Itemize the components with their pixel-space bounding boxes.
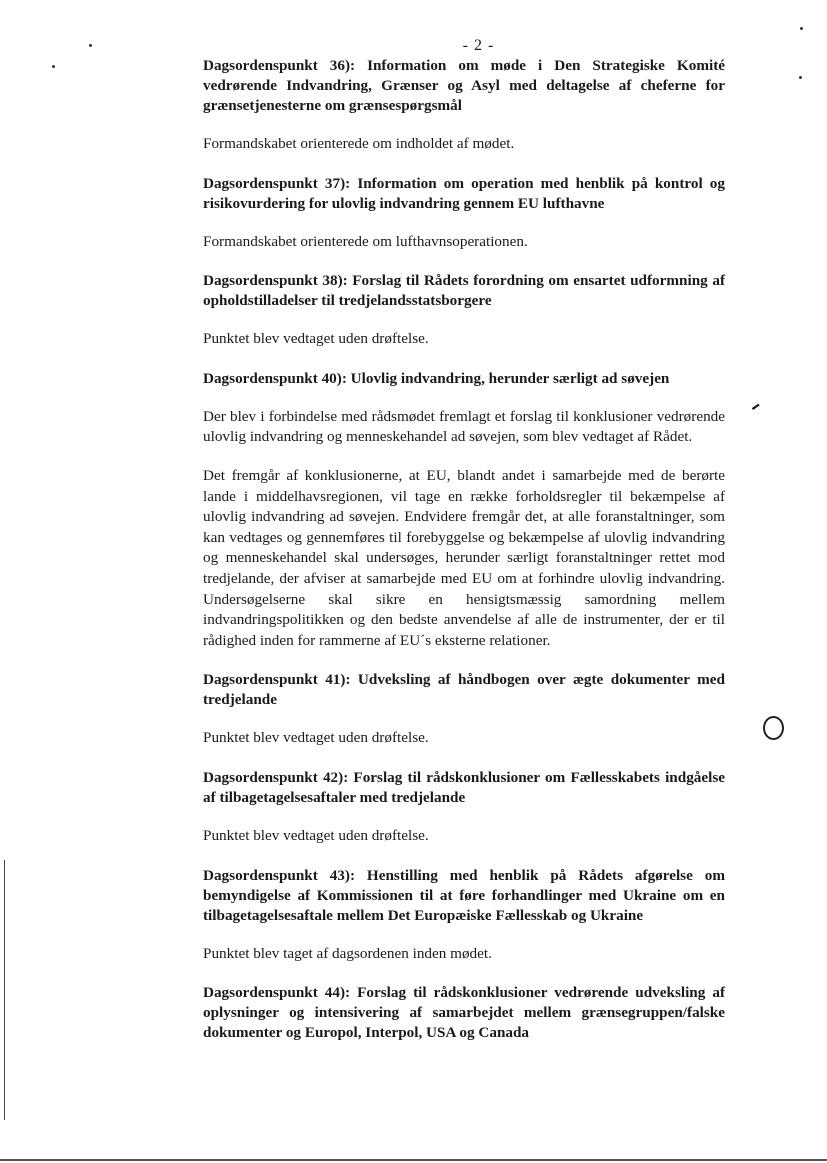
agenda-item-paragraph: Punktet blev taget af dagsordenen inden mødet. — [203, 944, 492, 962]
speck — [52, 65, 55, 68]
agenda-item-heading: Dagsordenspunkt 43): Henstilling med henblik på Rådets afgørelse om bemyndigelse af Kommissionen til at føre forhandlinger med Ukraine om en tilbagetagelsesaftale mellem Det Europæiske Fællesskab og Ukraine — [203, 866, 725, 924]
margin-mark-circle — [763, 716, 784, 740]
spacer — [203, 389, 725, 407]
scan-edge-left — [4, 860, 5, 1120]
agenda-item-paragraph: Det fremgår af konklusionerne, at EU, blandt andet i samarbejde med de berørte lande i middelhavsregionen, vil tage en række forholdsregler til bekæmpelse af ulovlig indvandring ad søvejen. Endvidere fremgår det, at alle foranstaltninger, som kan vedtages og gennemføres til forebyggelse og bekæmpelse af ulovlig indvandring og menneskehandel skal undersøges, herunder særligt foranstaltninger rettet mod tredjelande, der afviser at samarbejde med EU om at forhindre ulovlig indvandring. Undersøgelserne skal sikre en hensigtsmæssig samordning mellem indvandringspolitikken og den bedste anvendelse af alle de instrumenter, der er til rådighed inden for rammerne af EU´s eksterne relationer. — [203, 466, 725, 649]
spacer — [203, 116, 725, 134]
spacer — [203, 252, 725, 271]
agenda-item-heading: Dagsordenspunkt 41): Udveksling af håndbogen over ægte dokumenter med tredjelande — [203, 671, 725, 709]
scan-edge-bottom — [0, 1159, 827, 1161]
agenda-item-paragraph: Punktet blev vedtaget uden drøftelse. — [203, 826, 429, 844]
spacer — [203, 808, 725, 826]
speck — [800, 27, 803, 30]
agenda-item-heading: Dagsordenspunkt 37): Information om operation med henblik på kontrol og risikovurdering for ulovlig indvandring gennem EU lufthavne — [203, 174, 725, 212]
spacer — [203, 847, 725, 866]
spacer — [203, 710, 725, 728]
spacer — [203, 749, 725, 768]
spacer — [203, 448, 725, 466]
spacer — [203, 926, 725, 944]
speck — [89, 44, 92, 47]
agenda-item-paragraph: Der blev i forbindelse med rådsmødet fremlagt et forslag til konklusioner vedrørende ulovlig indvandring og menneskehandel ad søvejen, som blev vedtaget af Rådet. — [203, 407, 725, 446]
spacer — [203, 155, 725, 174]
spacer — [203, 350, 725, 369]
spacer — [203, 311, 725, 329]
agenda-item-paragraph: Punktet blev vedtaget uden drøftelse. — [203, 729, 429, 747]
agenda-item-heading: Dagsordenspunkt 38): Forslag til Rådets forordning om ensartet udformning af opholdstilladelser til tredjelandsstatsborgere — [203, 272, 725, 310]
spacer — [203, 651, 725, 670]
spacer — [203, 964, 725, 983]
agenda-item-heading: Dagsordenspunkt 42): Forslag til rådskonklusioner om Fællesskabets indgåelse af tilbagetagelsesaftaler med tredjelande — [203, 768, 725, 806]
margin-mark-top: ⹝ — [752, 393, 760, 418]
speck — [799, 76, 802, 79]
agenda-item-heading: Dagsordenspunkt 44): Forslag til rådskonklusioner vedrørende udveksling af oplysninger og intensivering af samarbejdet mellem grænsegruppen/falske dokumenter og Europol, Interpol, USA og Canada — [203, 984, 725, 1042]
page-number: - 2 - — [462, 37, 495, 54]
document-body — [203, 56, 725, 1043]
agenda-item-paragraph: Formandskabet orienterede om indholdet af mødet. — [203, 135, 515, 152]
agenda-item-heading: Dagsordenspunkt 36): Information om møde i Den Strategiske Komité vedrørende Indvandring, Grænser og Asyl med deltagelse af cheferne for grænsetjenesterne om grænsespørgsmål — [203, 57, 725, 114]
agenda-item-heading: Dagsordenspunkt 40): Ulovlig indvandring, herunder særligt ad søvejen — [203, 369, 670, 387]
agenda-item-paragraph: Punktet blev vedtaget uden drøftelse. — [203, 330, 429, 348]
spacer — [203, 214, 725, 232]
agenda-item-paragraph: Formandskabet orienterede om lufthavnsoperationen. — [203, 232, 528, 250]
